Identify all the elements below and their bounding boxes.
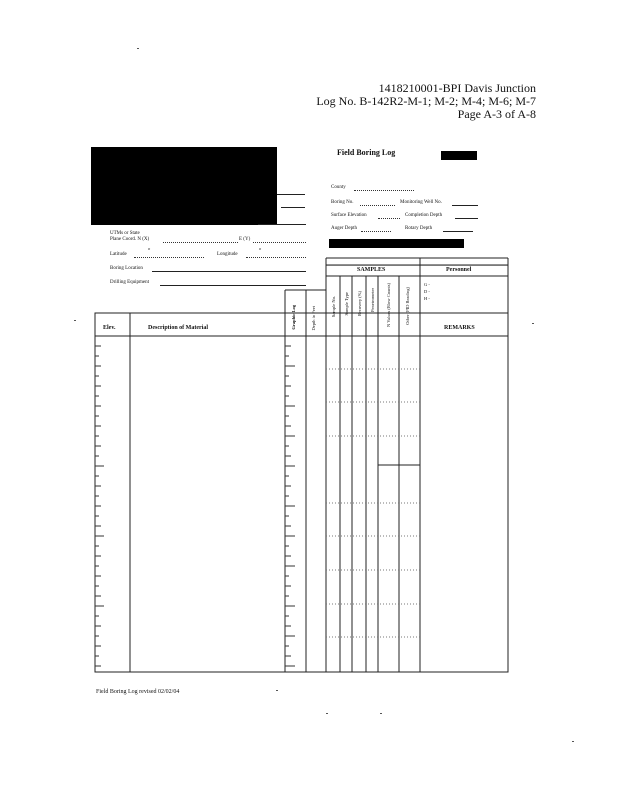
personnel-row-h: H -	[424, 296, 430, 301]
description-column-header: Description of Material	[148, 325, 208, 331]
graphic-log-column-header: Graphic Log	[291, 305, 296, 330]
scan-speck	[276, 690, 278, 691]
auger-depth-label: Auger Depth	[331, 226, 357, 231]
degree-mark: o	[148, 246, 151, 251]
scan-speck	[137, 48, 139, 49]
page-number-line: Page A-3 of A-8	[457, 107, 536, 121]
depth-column-header: Depth in Feet	[311, 306, 316, 331]
elevation-ticks	[95, 346, 104, 666]
form-revision-footer: Field Boring Log revised 02/02/04	[96, 689, 180, 695]
scan-speck	[326, 713, 328, 714]
form-title: Field Boring Log	[337, 148, 396, 157]
county-label: County	[331, 185, 346, 190]
rotary-depth-label: Rotary Depth	[405, 226, 433, 231]
depth-ticks	[285, 346, 295, 666]
recovery-column-header: Recovery (%)	[357, 291, 362, 317]
remarks-column-header: REMARKS	[444, 325, 475, 331]
plane-coord-label: Plane Coord. N (X)	[110, 237, 150, 242]
latitude-label: Latitude	[110, 252, 127, 257]
sample-type-column-header: Sample Type	[344, 292, 349, 316]
boring-location-label: Boring Location	[110, 266, 143, 271]
completion-depth-label: Completion Depth	[405, 213, 443, 218]
longitude-label: Longitude	[217, 252, 238, 257]
scan-speck	[572, 741, 574, 742]
other-column-header: Other (PID Reading)	[405, 287, 410, 325]
table-grid	[95, 258, 508, 672]
scan-speck	[532, 323, 534, 324]
scan-speck	[380, 713, 382, 714]
sample-no-column-header: Sample No.	[331, 296, 336, 318]
degree-mark: o	[259, 246, 262, 251]
monitoring-well-label: Monitoring Well No.	[400, 200, 442, 205]
samples-header: SAMPLES	[357, 267, 386, 273]
utm-label: UTMs or State	[110, 231, 140, 236]
penetrometer-column-header: Penetrometer	[370, 288, 375, 312]
elev-column-header: Elev.	[103, 325, 116, 331]
personnel-row-g: G -	[424, 282, 430, 287]
drilling-equipment-label: Drilling Equipment	[110, 280, 150, 285]
personnel-row-d: D -	[424, 289, 430, 294]
surface-elevation-label: Surface Elevation	[331, 213, 367, 218]
e-y-label: E (Y)	[239, 237, 251, 242]
boring-no-label: Boring No.	[331, 200, 354, 205]
scan-speck	[74, 320, 76, 321]
project-line: 1418210001-BPI Davis Junction	[378, 81, 536, 95]
n-values-column-header: N Values (Blow Counts)	[386, 283, 391, 328]
log-number-line: Log No. B-142R2-M-1; M-2; M-4; M-6; M-7	[316, 94, 536, 108]
personnel-header: Personnel	[446, 267, 472, 273]
